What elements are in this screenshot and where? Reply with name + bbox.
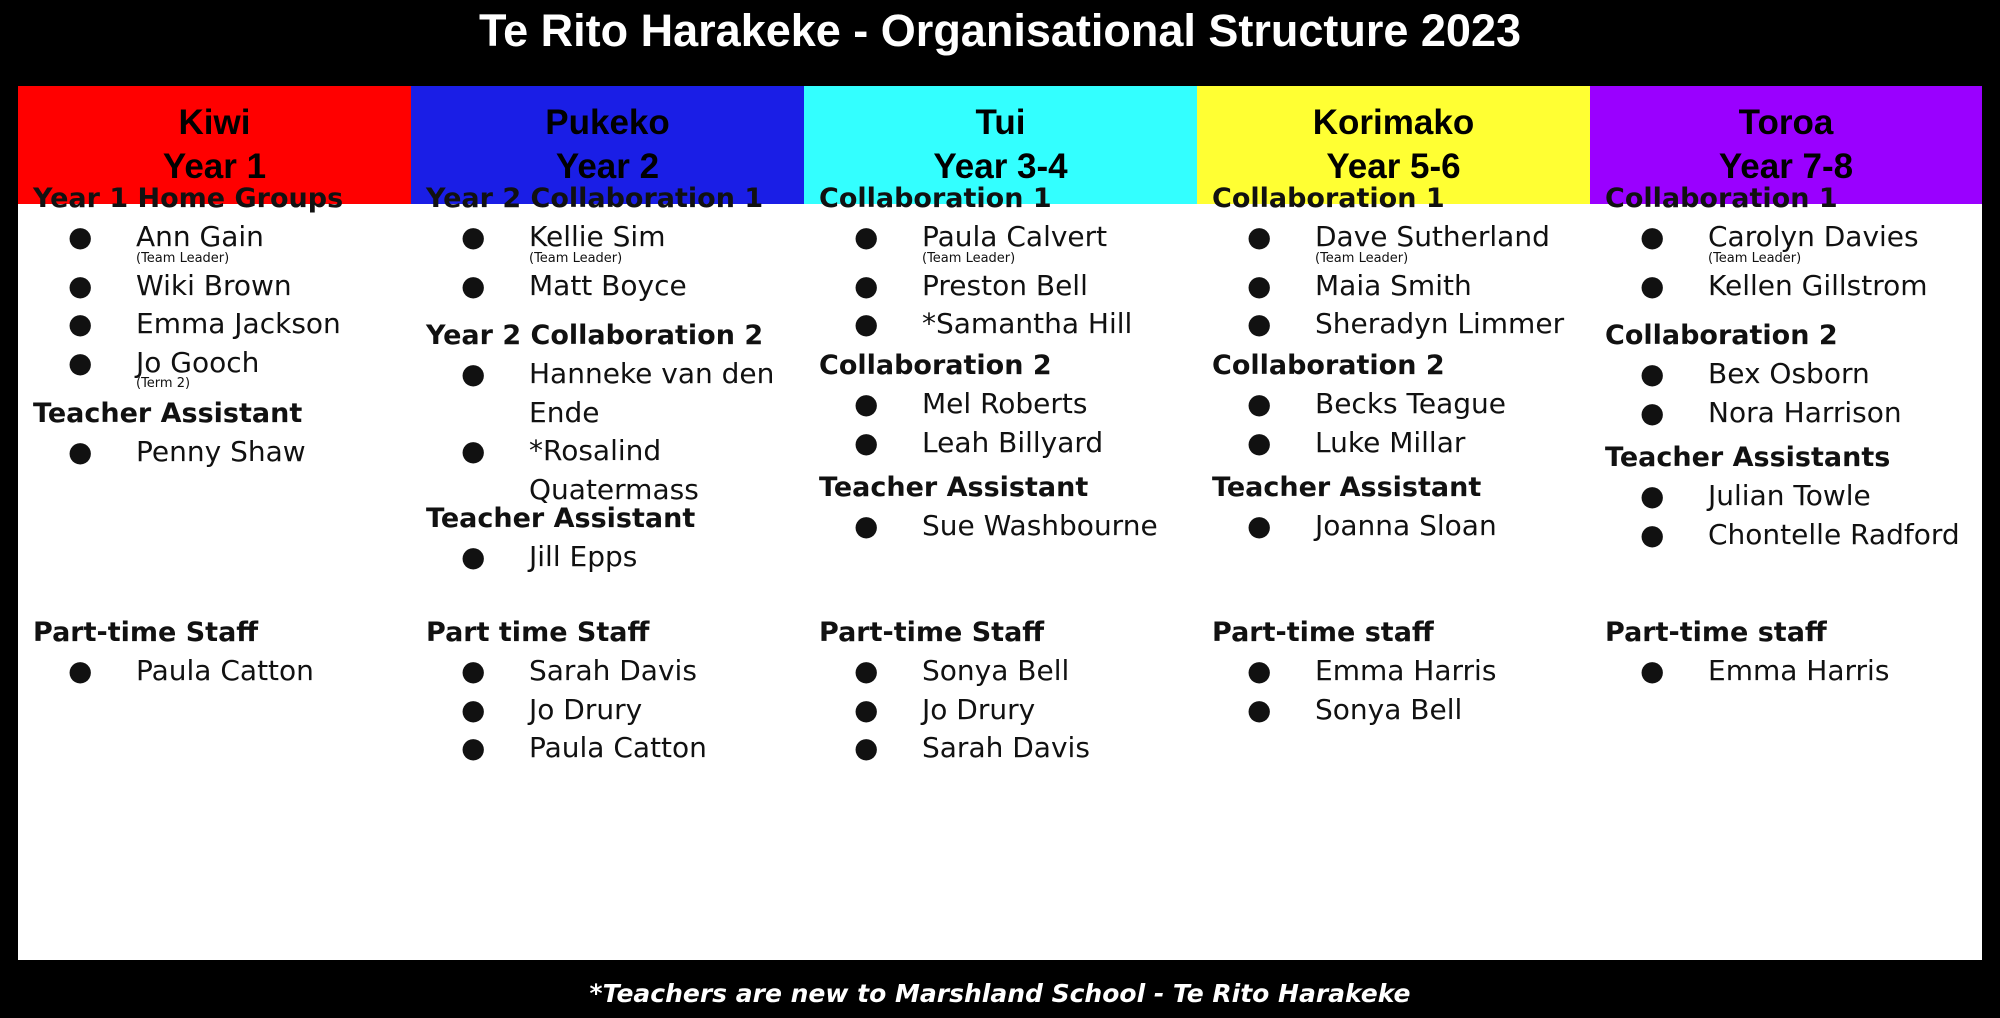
- bullet-icon: ●: [461, 692, 486, 726]
- bullet-icon: ●: [68, 654, 93, 687]
- staff-name: Paula Catton: [529, 731, 707, 764]
- staff-section: [819, 347, 1193, 462]
- staff-name: Carolyn Davies: [1708, 220, 1919, 253]
- bullet-icon: ●: [461, 731, 486, 764]
- section-title: Teacher Assistant: [426, 503, 696, 534]
- staff-name: Jo Drury: [529, 692, 643, 726]
- staff-member: [33, 652, 407, 691]
- staff-section: [1212, 469, 1586, 546]
- section-title: Collaboration 1: [819, 183, 1052, 214]
- bullet-icon: ●: [854, 220, 879, 253]
- bullet-icon: ●: [854, 731, 879, 764]
- staff-member: [819, 267, 1193, 306]
- section-title: Collaboration 2: [1212, 350, 1445, 381]
- staff-member: [819, 507, 1193, 546]
- bullet-icon: ●: [1247, 654, 1272, 687]
- staff-list: [33, 218, 407, 391]
- staff-section: [819, 180, 1193, 344]
- staff-member: [426, 729, 800, 768]
- staff-member: [33, 344, 407, 392]
- bullet-icon: ●: [1640, 517, 1665, 551]
- bullet-icon: ●: [1247, 307, 1272, 340]
- column-name: Kiwi: [178, 103, 251, 142]
- bullet-icon: ●: [1247, 268, 1272, 302]
- bullet-icon: ●: [854, 654, 879, 687]
- staff-name: Ann Gain: [136, 220, 264, 253]
- staff-member: [426, 432, 800, 509]
- staff-member: [1605, 516, 1978, 555]
- bullet-icon: ●: [854, 425, 879, 459]
- staff-name: Paula Calvert: [922, 220, 1108, 253]
- bullet-icon: ●: [854, 692, 879, 726]
- staff-name: *Samantha Hill: [922, 307, 1133, 340]
- staff-member: [33, 433, 407, 472]
- staff-member: [1605, 355, 1978, 394]
- staff-section: [1212, 614, 1586, 729]
- bullet-icon: ●: [68, 307, 93, 340]
- staff-section: [1212, 347, 1586, 462]
- bullet-icon: ●: [68, 435, 93, 468]
- section-title: Part-time Staff: [33, 617, 259, 648]
- bullet-icon: ●: [1247, 425, 1272, 459]
- staff-name: Kellie Sim: [529, 220, 666, 253]
- staff-section: [1212, 180, 1586, 344]
- staff-list: [33, 433, 407, 472]
- staff-section: [33, 395, 407, 472]
- staff-name: Nora Harrison: [1708, 395, 1902, 429]
- staff-name: Penny Shaw: [136, 435, 306, 468]
- bullet-icon: ●: [854, 268, 879, 302]
- column-year: Year 1: [162, 147, 267, 186]
- bullet-icon: ●: [1247, 387, 1272, 420]
- staff-name: Preston Bell: [922, 268, 1088, 302]
- staff-member: [1605, 218, 1978, 266]
- staff-name: *Rosalind Quatermass: [529, 434, 699, 506]
- section-title: Year 1 Home Groups: [33, 183, 344, 214]
- staff-section: [819, 614, 1193, 768]
- bullet-icon: ●: [854, 509, 879, 542]
- staff-member: [1605, 394, 1978, 433]
- bullet-icon: ●: [68, 345, 93, 379]
- staff-list: [1605, 477, 1978, 554]
- bullet-icon: ●: [1247, 509, 1272, 542]
- staff-member: [1605, 652, 1978, 691]
- staff-section: [426, 500, 800, 577]
- column-year: Year 5-6: [1326, 147, 1461, 186]
- staff-member: [1212, 267, 1586, 306]
- staff-member: [426, 355, 800, 432]
- org-board: [18, 86, 1982, 960]
- staff-member: [819, 691, 1193, 730]
- staff-section: [1605, 180, 1978, 305]
- staff-list: [426, 538, 800, 577]
- section-title: Year 2 Collaboration 2: [426, 320, 764, 351]
- section-title: Collaboration 2: [1605, 320, 1838, 351]
- staff-section: [426, 180, 800, 305]
- bullet-icon: ●: [1640, 357, 1665, 390]
- staff-name: Maia Smith: [1315, 268, 1472, 302]
- column-pukeko: [411, 86, 804, 960]
- staff-name: Chontelle Radford: [1708, 517, 1960, 551]
- column-year: Year 7-8: [1718, 147, 1854, 186]
- staff-note: (Team Leader): [922, 250, 1016, 266]
- staff-name: Sheradyn Limmer: [1315, 307, 1565, 340]
- staff-section: [1605, 439, 1978, 554]
- staff-member: [819, 385, 1193, 424]
- staff-name: Sue Washbourne: [922, 509, 1158, 542]
- staff-list: [1605, 652, 1978, 691]
- column-name: Pukeko: [545, 103, 670, 142]
- staff-name: Matt Boyce: [529, 268, 687, 302]
- staff-list: [426, 218, 800, 305]
- staff-member: [1212, 385, 1586, 424]
- section-title: Teacher Assistant: [819, 472, 1089, 503]
- staff-member: [1212, 691, 1586, 730]
- staff-name: Emma Harris: [1708, 654, 1890, 687]
- column-year: Year 3-4: [933, 147, 1068, 186]
- staff-section: [33, 180, 407, 392]
- staff-note: (Team Leader): [1315, 250, 1409, 266]
- section-title: Teacher Assistant: [33, 398, 303, 429]
- section-title: Teacher Assistant: [1212, 472, 1482, 503]
- staff-member: [1212, 305, 1586, 344]
- bullet-icon: ●: [854, 387, 879, 420]
- bullet-icon: ●: [68, 220, 93, 253]
- bullet-icon: ●: [854, 307, 879, 340]
- staff-list: [426, 652, 800, 768]
- staff-name: Bex Osborn: [1708, 357, 1870, 390]
- staff-name: Leah Billyard: [922, 425, 1104, 459]
- staff-list: [1605, 218, 1978, 305]
- staff-name: Kellen Gillstrom: [1708, 268, 1928, 302]
- staff-note: (Team Leader): [136, 250, 230, 266]
- column-toroa: [1590, 86, 1982, 960]
- staff-member: [1212, 652, 1586, 691]
- staff-list: [1212, 385, 1586, 462]
- staff-member: [819, 652, 1193, 691]
- staff-name: Luke Millar: [1315, 425, 1466, 459]
- column-tui: [804, 86, 1197, 960]
- staff-member: [819, 218, 1193, 266]
- staff-name: Sarah Davis: [529, 654, 697, 687]
- staff-section: [33, 614, 407, 691]
- staff-name: Dave Sutherland: [1315, 220, 1550, 253]
- staff-name: Becks Teague: [1315, 387, 1507, 420]
- staff-name: Joanna Sloan: [1315, 509, 1497, 542]
- bullet-icon: ●: [1247, 220, 1272, 253]
- staff-member: [426, 267, 800, 306]
- staff-name: Mel Roberts: [922, 387, 1088, 420]
- bullet-icon: ●: [461, 268, 486, 302]
- bullet-icon: ●: [1640, 268, 1665, 302]
- staff-list: [1212, 507, 1586, 546]
- bullet-icon: ●: [461, 654, 486, 687]
- staff-list: [426, 355, 800, 509]
- footer-note: *Teachers are new to Marshland School - Te Rito Harakeke: [589, 979, 1411, 1008]
- bullet-icon: ●: [461, 357, 486, 390]
- page-title: Te Rito Harakeke - Organisational Structure 2023: [478, 5, 1522, 56]
- column-name: Toroa: [1738, 103, 1834, 142]
- staff-name: Julian Towle: [1708, 479, 1871, 512]
- column-korimako: [1197, 86, 1590, 960]
- section-title: Part time Staff: [426, 617, 650, 648]
- staff-name: Emma Jackson: [136, 307, 341, 340]
- column-year: Year 2: [555, 147, 660, 186]
- section-title: Collaboration 1: [1605, 183, 1838, 214]
- section-title: Part-time staff: [1212, 617, 1434, 648]
- staff-list: [1212, 652, 1586, 729]
- bullet-icon: ●: [1640, 479, 1665, 512]
- bullet-icon: ●: [461, 220, 486, 253]
- staff-member: [819, 424, 1193, 463]
- staff-name: Paula Catton: [136, 654, 314, 687]
- staff-name: Jill Epps: [529, 540, 638, 573]
- section-title: Year 2 Collaboration 1: [426, 183, 764, 214]
- column-name: Tui: [975, 103, 1026, 142]
- staff-member: [426, 218, 800, 266]
- column-kiwi: [18, 86, 411, 960]
- staff-list: [819, 507, 1193, 546]
- staff-member: [33, 218, 407, 266]
- staff-member: [1212, 424, 1586, 463]
- staff-member: [426, 652, 800, 691]
- section-title: Collaboration 2: [819, 350, 1052, 381]
- section-title: Part-time Staff: [819, 617, 1045, 648]
- bullet-icon: ●: [1640, 220, 1665, 253]
- bullet-icon: ●: [461, 434, 486, 467]
- staff-section: [426, 614, 800, 768]
- staff-name: Wiki Brown: [136, 268, 292, 302]
- staff-name: Emma Harris: [1315, 654, 1497, 687]
- bullet-icon: ●: [1640, 654, 1665, 687]
- staff-name: Sonya Bell: [922, 654, 1070, 687]
- staff-member: [1605, 267, 1978, 306]
- staff-member: [426, 538, 800, 577]
- staff-member: [33, 305, 407, 344]
- bullet-icon: ●: [1640, 395, 1665, 429]
- staff-member: [819, 729, 1193, 768]
- staff-note: (Team Leader): [529, 250, 623, 266]
- staff-section: [819, 469, 1193, 546]
- bullet-icon: ●: [1247, 692, 1272, 726]
- staff-list: [819, 652, 1193, 768]
- staff-list: [819, 385, 1193, 462]
- section-title: Collaboration 1: [1212, 183, 1445, 214]
- section-title: Part-time staff: [1605, 617, 1827, 648]
- staff-list: [1212, 218, 1586, 344]
- section-title: Teacher Assistants: [1605, 442, 1891, 473]
- staff-name: Jo Drury: [922, 692, 1036, 726]
- staff-name: Sonya Bell: [1315, 692, 1463, 726]
- staff-member: [1212, 218, 1586, 266]
- staff-name: Sarah Davis: [922, 731, 1090, 764]
- staff-member: [33, 267, 407, 306]
- staff-name: Hanneke van den Ende: [529, 357, 775, 429]
- staff-section: [1605, 317, 1978, 432]
- staff-list: [819, 218, 1193, 344]
- staff-member: [819, 305, 1193, 344]
- bullet-icon: ●: [461, 540, 486, 573]
- bullet-icon: ●: [68, 268, 93, 302]
- staff-note: (Term 2): [136, 376, 191, 391]
- staff-note: (Team Leader): [1708, 250, 1802, 266]
- staff-member: [1605, 477, 1978, 516]
- staff-member: [1212, 507, 1586, 546]
- column-name: Korimako: [1312, 103, 1475, 142]
- staff-section: [426, 317, 800, 509]
- staff-member: [426, 691, 800, 730]
- staff-name: Jo Gooch: [136, 345, 260, 379]
- staff-section: [1605, 614, 1978, 691]
- staff-list: [33, 652, 407, 691]
- staff-list: [1605, 355, 1978, 432]
